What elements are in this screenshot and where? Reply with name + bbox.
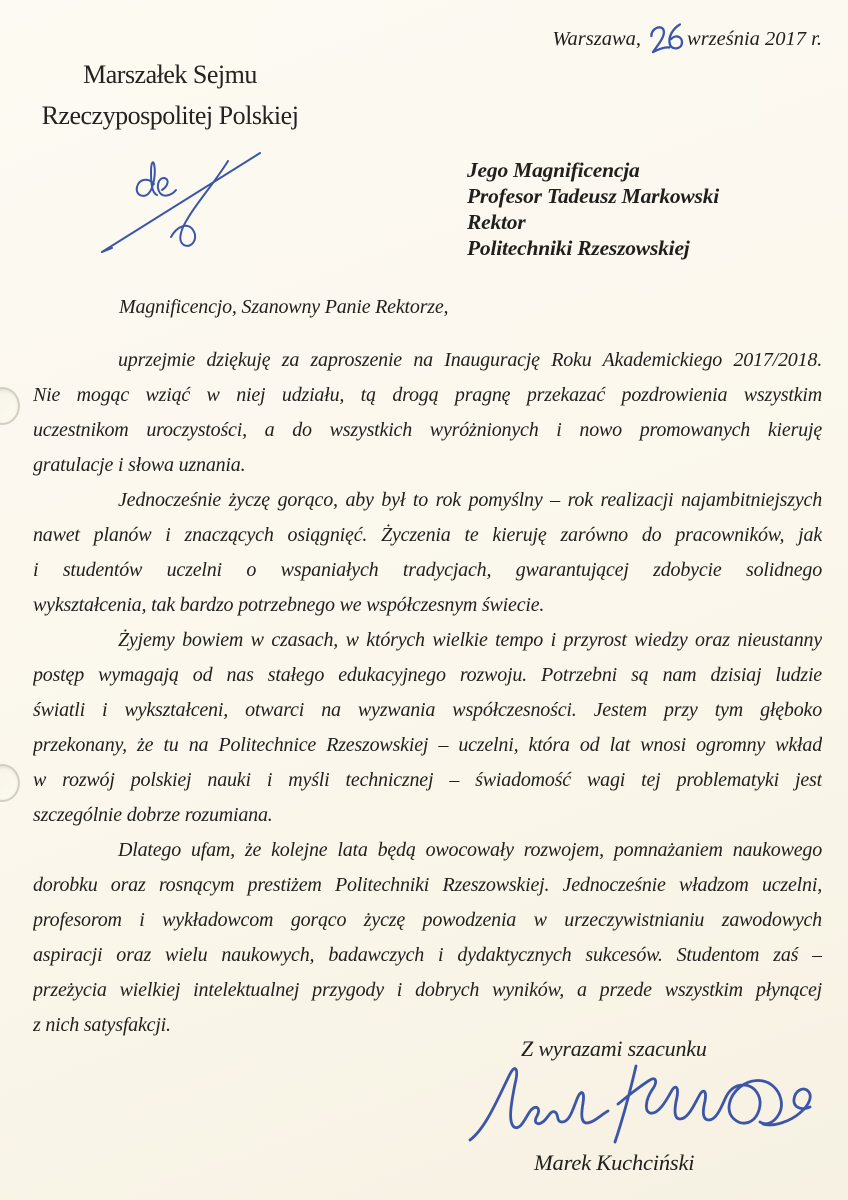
body-line: Jednocześnie życzę gorąco, aby był to rok pomyślny – rok realizacji najambitniejszych (118, 489, 822, 511)
recipient-line: Jego Magnificencja (467, 158, 640, 182)
body-line: Dlatego ufam, że kolejne lata będą owocowały rozwojem, pomnażaniem naukowego (118, 839, 822, 861)
body-line: Żyjemy bowiem w czasach, w których wielkie tempo i przyrost wiedzy oraz nieustanny (118, 629, 822, 651)
letterhead (18, 54, 322, 136)
handwritten-paraph-ink (88, 142, 278, 268)
body-line: aspiracji oraz wielu naukowych, badawczych i dydaktycznych sukcesów. Studentom zaś – (33, 944, 822, 966)
body-line: gratulacje i słowa uznania. (33, 454, 246, 476)
body-line: dorobku oraz rosnącym prestiżem Politechniki Rzeszowskiej. Jednocześnie władzom uczelni, (33, 874, 822, 896)
dateline (552, 24, 822, 58)
body-line: postęp wymagają od nas stałego edukacyjnego rozwoju. Potrzebni są nam dzisiaj ludzie (33, 664, 822, 686)
letterhead-line2: Rzeczypospolitej Polskiej (41, 101, 299, 130)
body-line: i studentów uczelni o wspaniałych tradycjach, gwarantującej zdobycie solidnego (33, 559, 822, 581)
punch-hole-artifact (0, 387, 20, 425)
date-city: Warszawa, (552, 28, 642, 50)
letter-body (33, 290, 822, 1043)
body-line: szczególnie dobrze rozumiana. (33, 804, 273, 826)
body-line: w rozwój polskiej nauki i myśli technicznej – świadomość wagi tej problematyki jest (33, 769, 822, 791)
body-line: światli i wykształceni, otwarci na wyzwania współczesności. Jestem przy tym głęboko (33, 699, 822, 721)
body-line: przeżycia wielkiej intelektualnej przygody i dobrych wyników, a przede wszystkim płynącej (33, 979, 822, 1001)
closing-phrase: Z wyrazami szacunku (521, 1036, 707, 1061)
body-line: nawet planów i znaczących osiągnięć. Życzenia te kieruję zarówno do pracowników, jak (33, 524, 822, 546)
signer-name: Marek Kuchciński (534, 1150, 695, 1175)
recipient-line: Rektor (467, 210, 526, 234)
recipient-line: Profesor Tadeusz Markowski (467, 184, 720, 208)
punch-hole-artifact (0, 764, 20, 802)
body-line: profesorom i wykładowcom gorąco życzę powodzenia w urzeczywistnianiu zawodowych (33, 909, 822, 931)
body-line: wykształcenia, tak bardzo potrzebnego we współczesnym świecie. (33, 594, 545, 616)
letterhead-line1: Marszałek Sejmu (83, 60, 257, 89)
body-line: Nie mogąc wziąć w niej udziału, tą drogą pragnę przekazać pozdrowienia wszystkim (33, 384, 822, 406)
body-line: uczestnikom uroczystości, a do wszystkich wyróżnionych i nowo promowanych kieruję (33, 419, 822, 441)
handwritten-day-ink (644, 20, 686, 58)
date-rest: września 2017 r. (687, 28, 822, 50)
recipient-block (467, 157, 719, 261)
signature-ink (458, 1054, 820, 1154)
body-line: uprzejmie dziękuję za zaproszenie na Inaugurację Roku Akademickiego 2017/2018. (118, 349, 822, 371)
salutation: Magnificencjo, Szanowny Panie Rektorze, (119, 296, 449, 318)
body-line: z nich satysfakcji. (33, 1014, 171, 1036)
body-line: przekonany, że tu na Politechnice Rzeszowskiej – uczelni, która od lat wnosi ogromny wkład (33, 734, 822, 756)
recipient-line: Politechniki Rzeszowskiej (467, 236, 690, 260)
